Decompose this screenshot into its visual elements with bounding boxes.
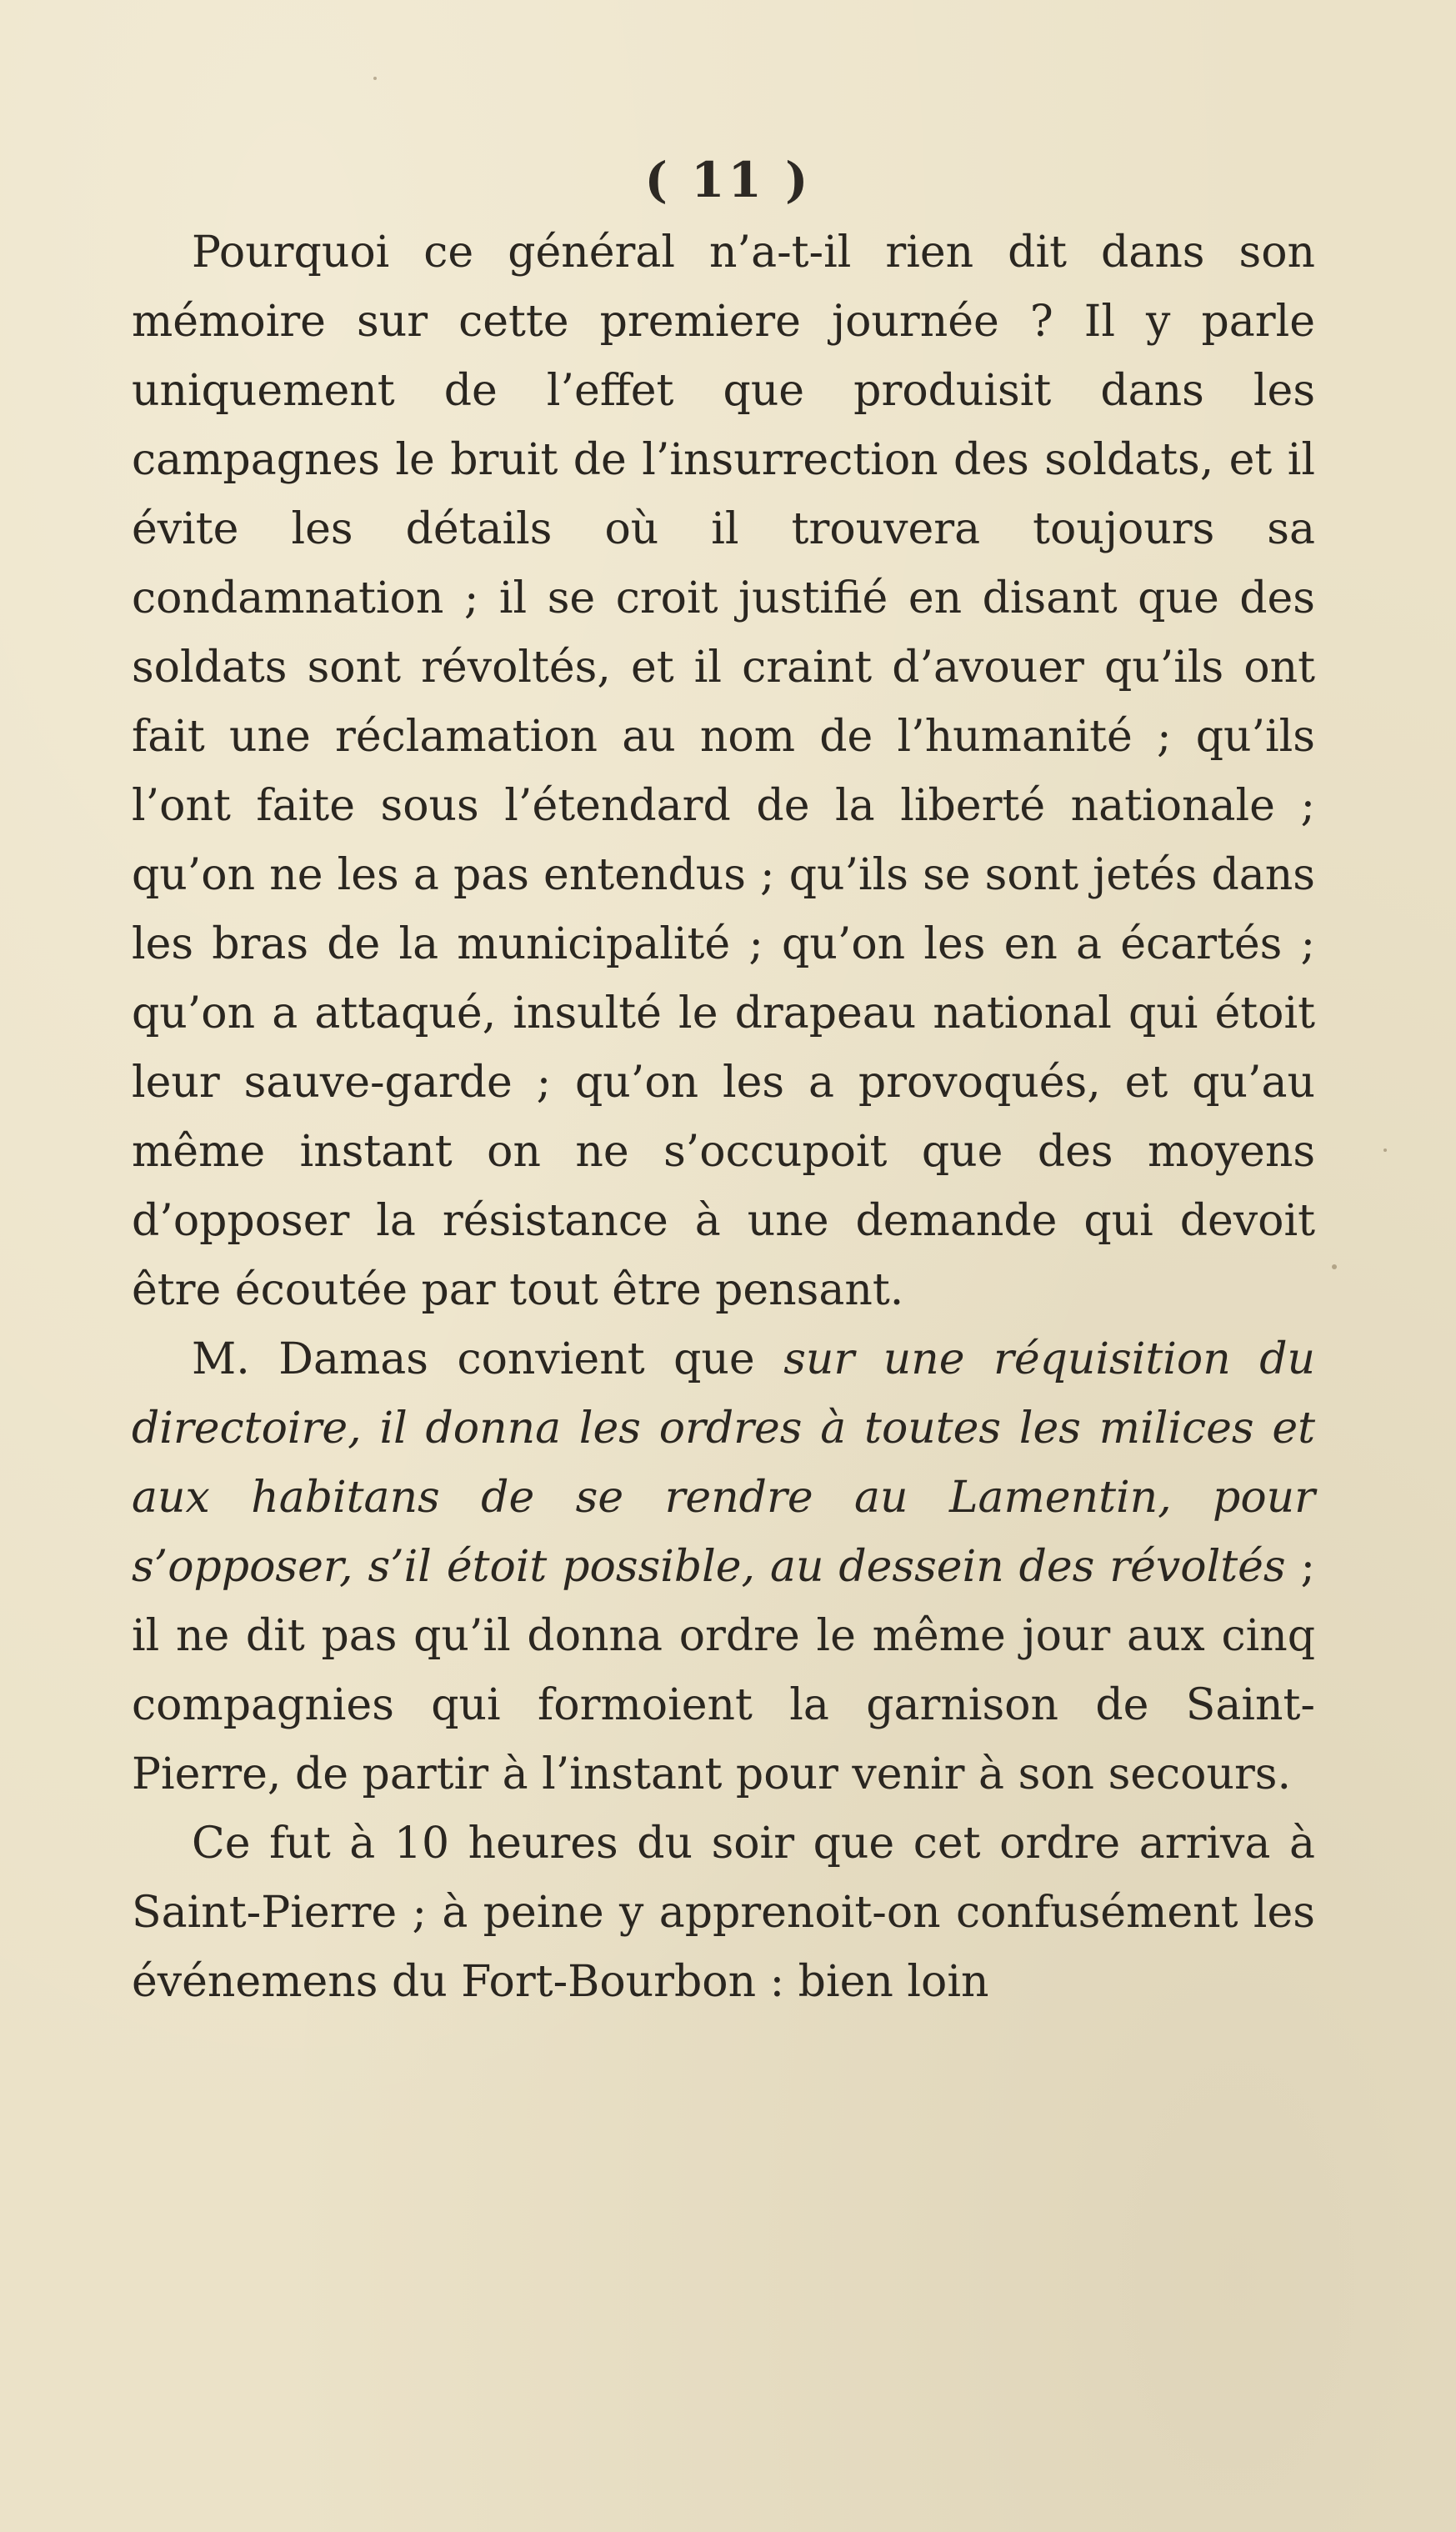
paragraph-text: M. Damas convient que bbox=[192, 1334, 784, 1384]
paragraph-text: ; il ne dit pas qu’il donna ordre le même jour aux cinq compagnies qui formoient la garnison de Saint-Pierre, de partir à l’instant pour venir à son secours. bbox=[132, 1542, 1315, 1799]
paragraph-2 bbox=[132, 1325, 1315, 1809]
paragraph-1 bbox=[132, 218, 1315, 1325]
paper-speck bbox=[1332, 1264, 1337, 1269]
paper-speck bbox=[1383, 1148, 1387, 1152]
paragraph-text: Ce fut à 10 heures du soir que cet ordre arriva à Saint-Pierre ; à peine y apprenoit-on confusément les événemens du Fort-Bourbon : bien loin bbox=[132, 1819, 1315, 2007]
body-text bbox=[132, 218, 1315, 2017]
paper-speck bbox=[373, 77, 377, 80]
paragraph-3 bbox=[132, 1809, 1315, 2017]
paragraph-text: Pourquoi ce général n’a-t-il rien dit dans son mémoire sur cette premiere journée ? Il y parle uniquement de l’effet que produisit dans les campagnes le bruit de l’insurrection des soldats, et il évite les détails où il trouvera toujours sa condamnation ; il se croit justifié en disant que des soldats sont révoltés, et il craint d’avouer qu’ils ont fait une réclamation au nom de l’humanité ; qu’ils l’ont faite sous l’étendard de la liberté nationale ; qu’on ne les a pas entendus ; qu’ils se sont jetés dans les bras de la municipalité ; qu’on les en a écartés ; qu’on a attaqué, insulté le drapeau national qui étoit leur sauve-garde ; qu’on les a provoqués, et qu’au même instant on ne s’occupoit que des moyens d’opposer la résistance à une demande qui devoit être écoutée par tout être pensant. bbox=[132, 228, 1315, 1315]
page-number: ( 11 ) bbox=[644, 152, 812, 208]
italic-quotation: sur une réquisition du directoire, il donna les ordres à toutes les milices et aux habitans de se rendre au Lamentin, pour s’opposer, s’il étoit possible, au dessein des révoltés bbox=[132, 1334, 1315, 1592]
